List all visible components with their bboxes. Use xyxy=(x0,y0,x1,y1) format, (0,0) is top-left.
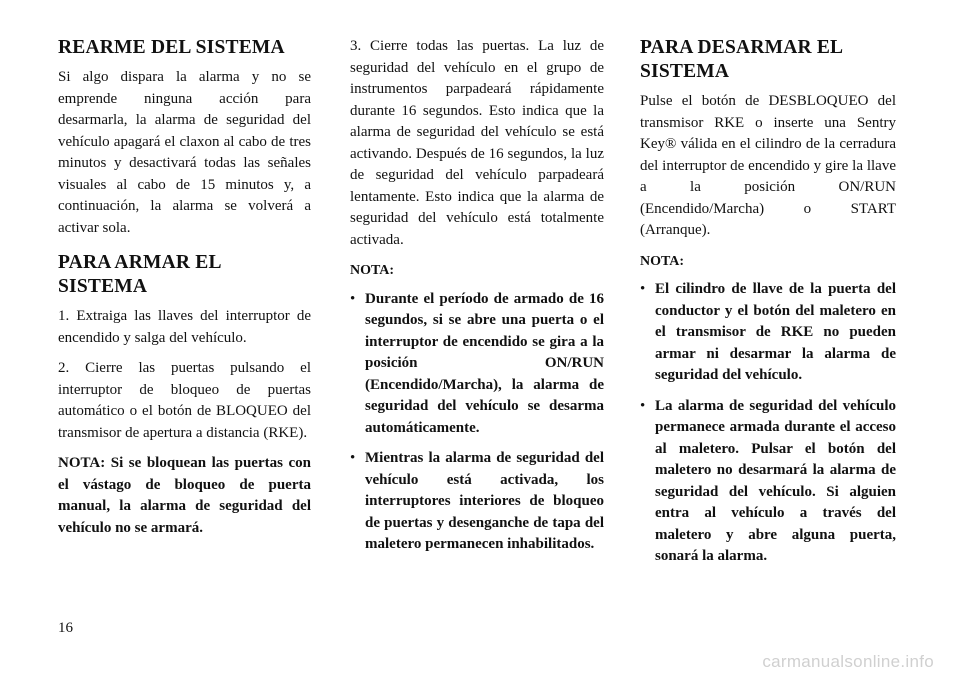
bullet-icon: • xyxy=(350,290,356,307)
heading-armar: PARA ARMAR EL SISTEMA xyxy=(58,252,221,297)
paragraph-rearme: Si algo dispara la alarma y no se emprende ninguna acción para desarmarla, la alarma de seguridad del vehículo apagará el claxon al cabo de tres minutos y desactivará todas las señales visuales al cabo de 15 minutos y, a continuación, la alarma se volverá a activar sola. xyxy=(58,69,311,236)
step-3: 3. Cierre todas las puertas. La luz de seguridad del vehículo en el grupo de instrumentos parpadeará rápidamente durante 16 segundos. Esto indica que la alarma de seguridad del vehículo se está activando. Después de 16 segundos, la luz de seguridad del vehículo parpadeará lentamente. Esto indica que la alarma de seguridad del vehículo está totalmente activada. xyxy=(350,38,604,248)
heading-rearme: REARME DEL SISTEMA xyxy=(58,37,285,58)
list-item xyxy=(350,448,604,556)
step-2: 2. Cierre las puertas pulsando el interruptor de bloqueo de puertas automático o el botón de BLOQUEO del transmisor de apertura a distancia (RKE). xyxy=(58,360,311,441)
heading-desarmar: PARA DESARMAR EL SISTEMA xyxy=(640,37,843,82)
step-1: 1. Extraiga las llaves del interruptor de encendido y salga del vehículo. xyxy=(58,308,311,346)
list-item-text: Durante el período de armado de 16 segundos, si se abre una puerta o el interruptor de encendido se gira a la posición ON/RUN (Encendido/Marcha), la alarma de seguridad del vehículo se desarma automáticamente. xyxy=(365,290,604,436)
note-manual-lock: NOTA: Si se bloquean las puertas con el vástago de bloqueo de puerta manual, la alarma de seguridad del vehículo no se armará. xyxy=(58,455,311,536)
column-middle xyxy=(350,36,604,565)
list-item xyxy=(350,289,604,440)
list-item-text: La alarma de seguridad del vehículo permanece armada durante el acceso al maletero. Pulsar el botón del maletero no desarmará la alarma de seguridad del vehículo. Si alguien entra al vehículo a través del maletero y abre alguna puerta, sonará la alarma. xyxy=(655,397,896,564)
note-list xyxy=(350,289,604,556)
list-item xyxy=(640,279,896,387)
column-left xyxy=(58,36,311,548)
column-right xyxy=(640,36,896,577)
paragraph-desarmar: Pulse el botón de DESBLOQUEO del transmisor RKE o inserte una Sentry Key® válida en el cilindro de la cerradura del interruptor de encendido y gire la llave a la posición ON/RUN (Encendido/Marcha) o START (Arranque). xyxy=(640,93,896,238)
bullet-icon: • xyxy=(640,397,646,414)
page-number: 16 xyxy=(58,620,73,636)
bullet-icon: • xyxy=(350,450,356,466)
list-item-text: Mientras la alarma de seguridad del vehículo está activada, los interruptores interiores de bloqueo de puertas y desenganche de tapa del maletero permanecen inhabilitados. xyxy=(365,450,604,552)
watermark: carmanualsonline.info xyxy=(762,652,934,671)
list-item-text: El cilindro de llave de la puerta del conductor y el botón del maletero en el transmisor de RKE no pueden armar ni desarmar la alarma de seguridad del vehículo. xyxy=(655,281,896,383)
list-item xyxy=(640,396,896,568)
note-label: NOTA: xyxy=(640,253,685,269)
bullet-icon: • xyxy=(640,281,646,297)
note-list xyxy=(640,279,896,568)
note-label: NOTA: xyxy=(350,263,395,278)
